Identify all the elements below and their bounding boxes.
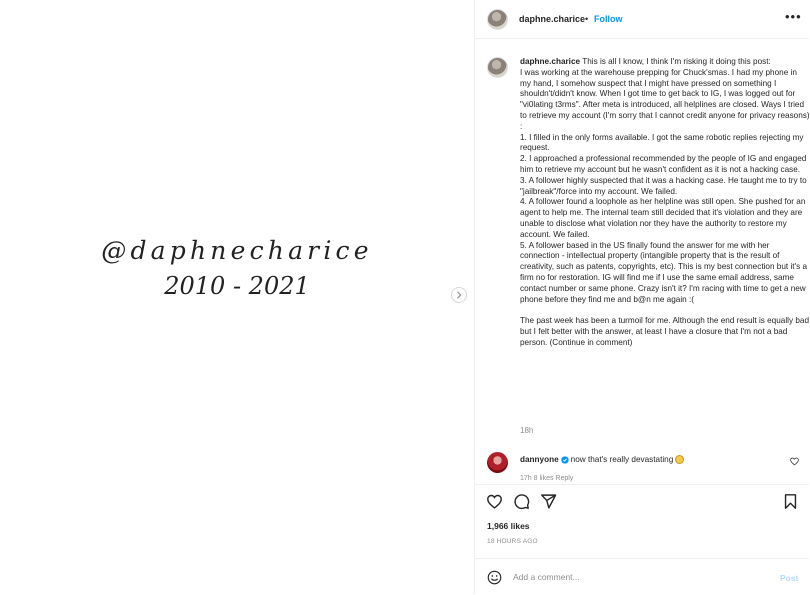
caption-avatar[interactable] [487, 57, 508, 78]
comment-item [487, 452, 805, 482]
more-options-icon[interactable]: ••• [785, 9, 802, 24]
chevron-right-icon [455, 291, 463, 299]
header-separator: • [585, 14, 589, 24]
save-bookmark-icon[interactable] [782, 493, 799, 510]
author-avatar[interactable] [487, 9, 508, 30]
caption-username[interactable]: daphne.charice [520, 57, 581, 66]
post-side-panel [474, 0, 808, 594]
image-handle-text: @daphnecharice [101, 236, 373, 265]
verified-badge-icon [561, 456, 569, 464]
add-comment-input[interactable] [513, 570, 763, 584]
comment-line [520, 455, 684, 464]
commenter-avatar[interactable] [487, 452, 508, 473]
author-username[interactable]: daphne.charice [519, 14, 586, 24]
post-header [475, 0, 809, 39]
add-comment-row [475, 558, 809, 595]
post-age[interactable]: 18 HOURS AGO [487, 538, 538, 545]
next-image-button[interactable] [451, 287, 467, 303]
post-comment-button[interactable]: Post [780, 573, 799, 583]
sad-face-emoji-icon [675, 455, 684, 464]
comment-meta: 17h 8 likes Reply [520, 475, 574, 482]
post-actions [475, 484, 809, 594]
caption-body: This is all I know, I think I'm risking it doing this post: I was working at the warehouse prepping for Chuck'smas. I had my phone in my hand, I somehow suspect that I might have pressed on something I shouldn't/didn't know. When I got time to get back to IG, I was logged out for "vi0lating t3rms". After meta is introduced, all helplines are closed. Ways I tried to retrieve my account (I'm sorry that I cannot credit anyone for privacy reasons) : 1. I filled in the only forms available. I got the same robotic replies rejecting my request. 2. I approached a professional recommended by the people of IG and engaged him to retrieve my account but he wasn't confident as it is not a hacking case. 3. A follower highly suspected that it was a hacking case. He taught me to try to "jailbreak"/force into my account. We failed. 4. A follower found a loophole as her helpline was still open. She pushed for an agent to help me. The internal team still decided that it's violation and they are unable to disclose what violation nor they have the authority to restore my account. We failed. 5. A follower based in the US finally found the answer for me with her connection - intellectual property (intangible property that is the result of creativity, such as patents, copyrights, etc). This is my best connection but it's a firm no for restoration. IG will find me if I use the same email address, same contact number or same phone. Crazy isn't it? I'm racing with time to get a new phone before they find me and b@n me again :( The past week has been a turmoil for me. Although the end result is equally bad but I felt better with the answer, at least I have a closure that I'm not a bad person. (Continue in comment) [520, 57, 810, 347]
caption-text [520, 57, 810, 349]
emoji-smile-icon[interactable] [487, 570, 502, 585]
comment-bubble-icon[interactable] [513, 493, 530, 510]
like-heart-icon[interactable] [486, 493, 503, 510]
like-count[interactable]: 1,966 likes [487, 521, 530, 531]
commenter-username[interactable]: dannyone [520, 455, 559, 464]
follow-button[interactable]: Follow [594, 14, 623, 24]
comment-text: now that's really devastating [570, 455, 674, 464]
share-send-icon[interactable] [540, 493, 557, 510]
comment-like-heart-icon[interactable] [790, 457, 799, 466]
image-years-text: 2010 - 2021 [164, 272, 310, 300]
caption-timestamp[interactable]: 18h [520, 426, 534, 435]
